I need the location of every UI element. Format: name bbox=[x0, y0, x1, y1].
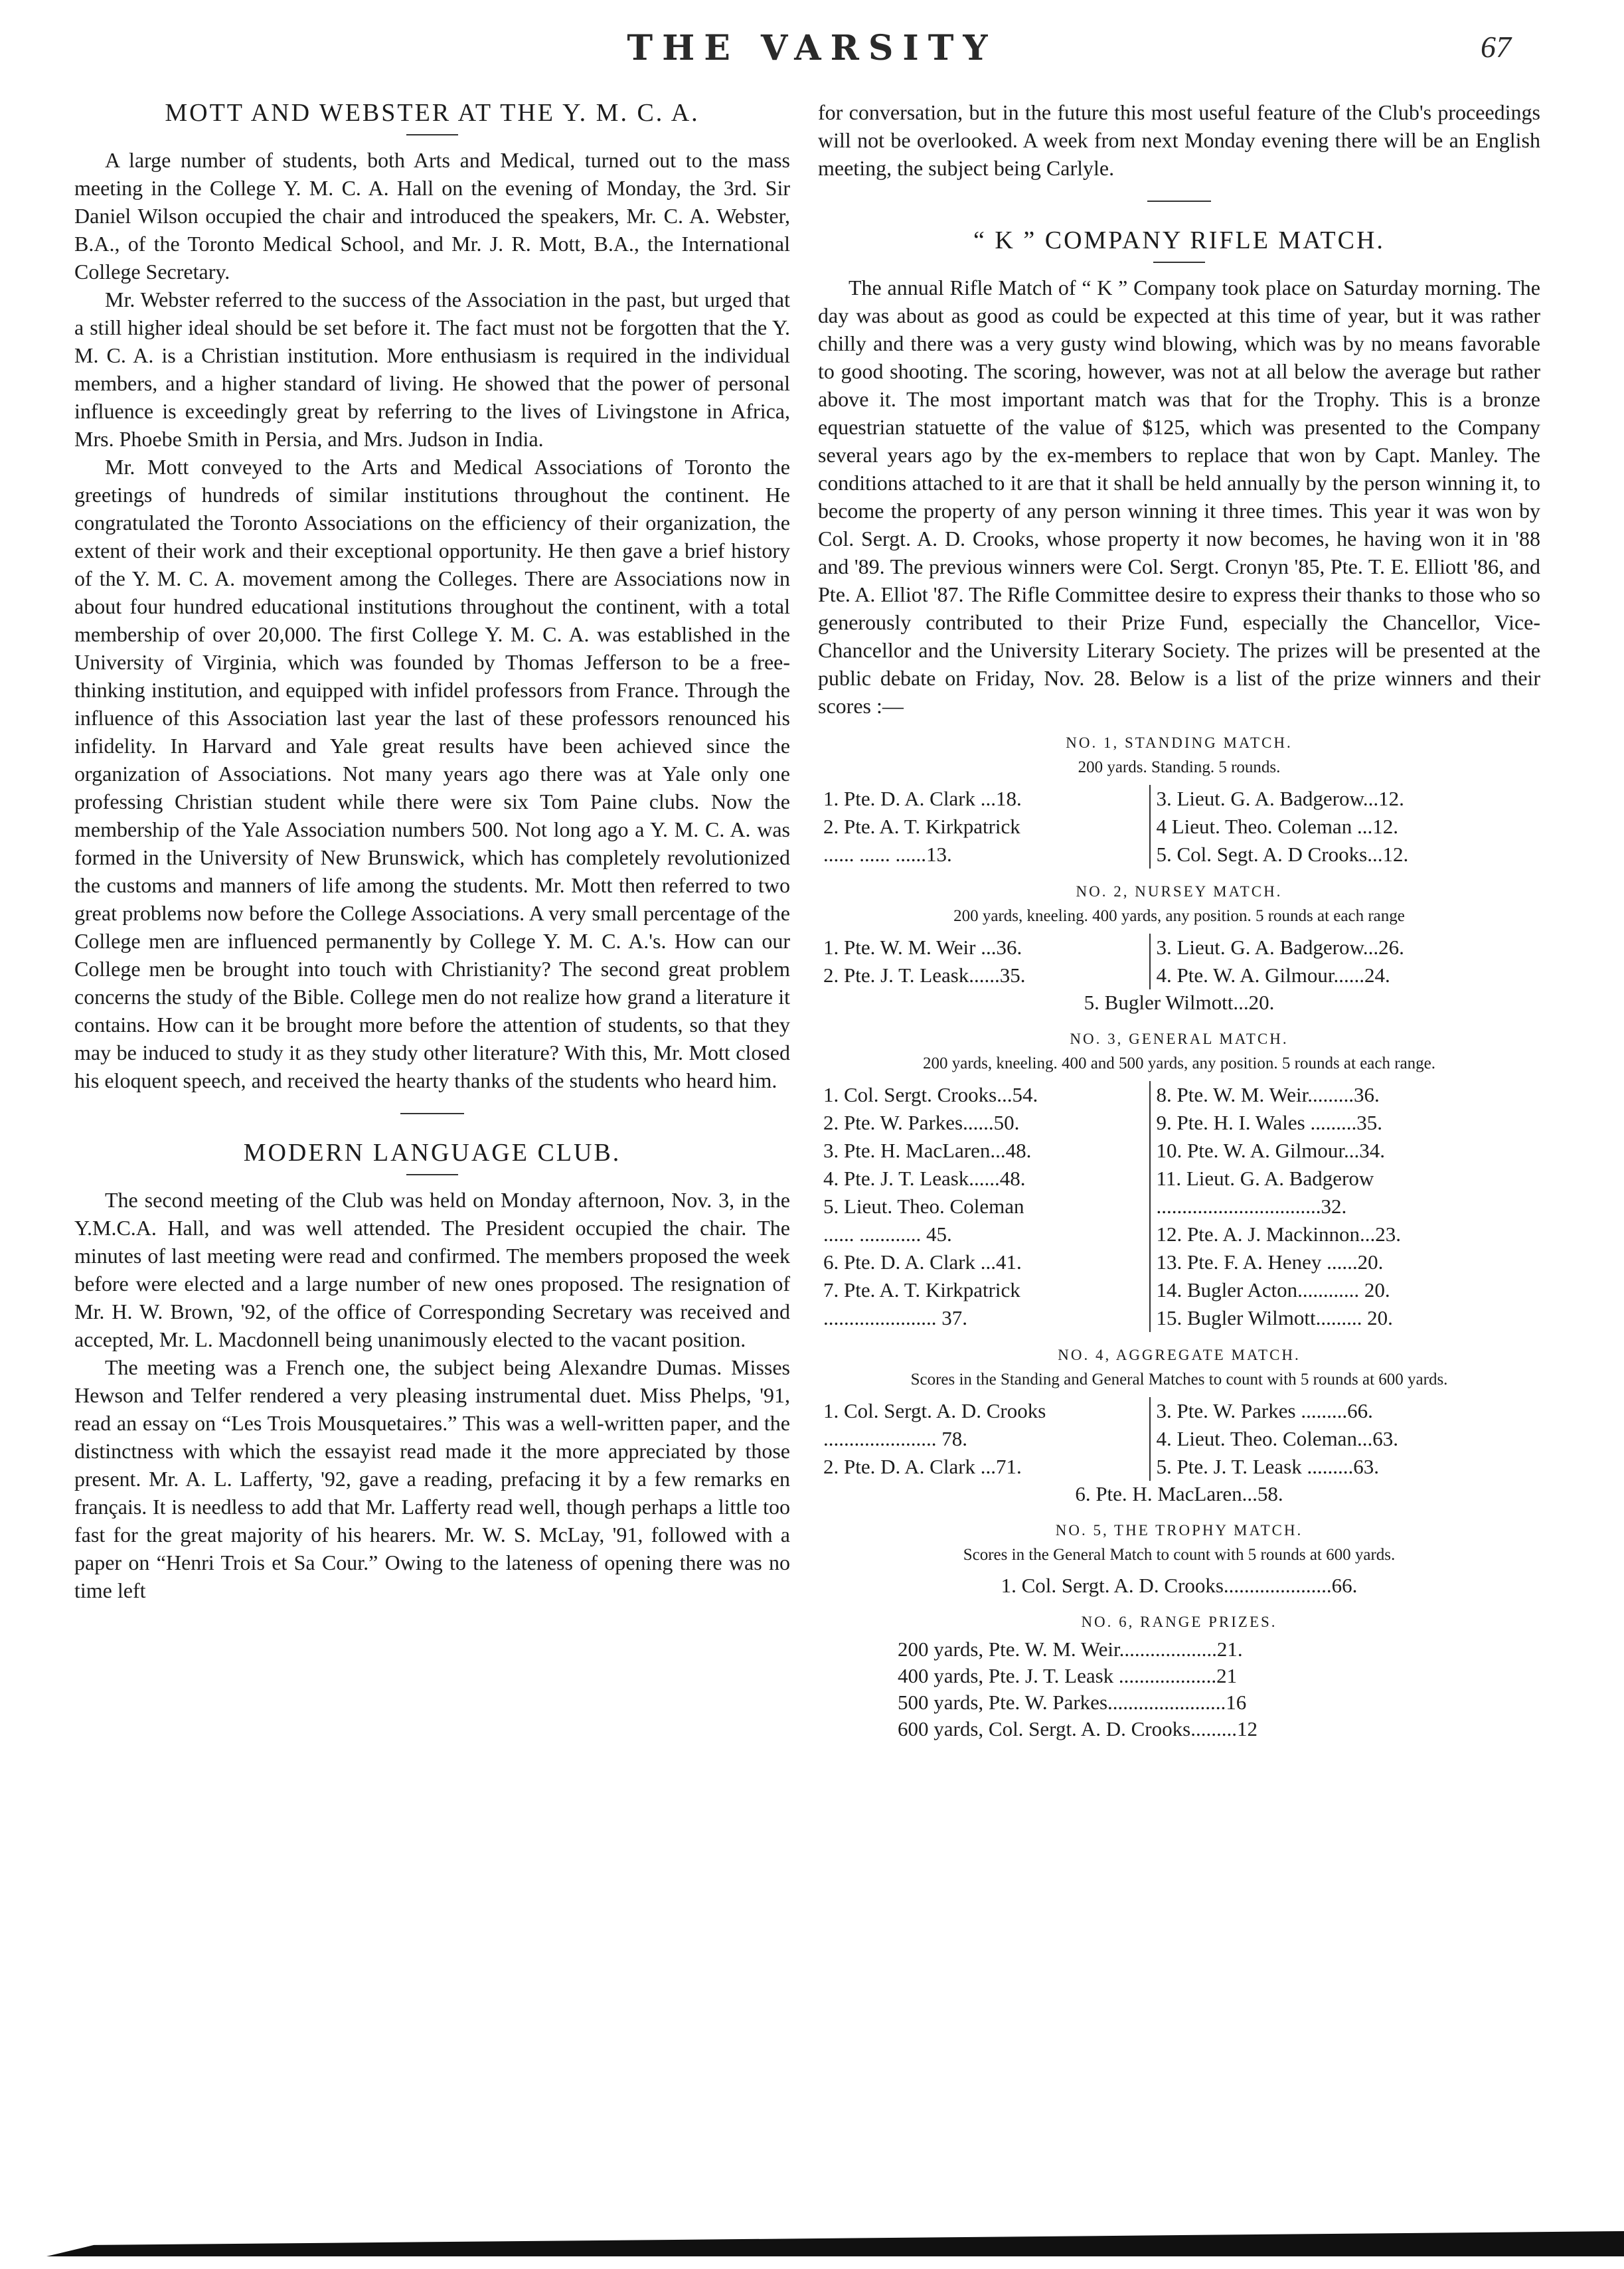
match-title: NO. 3, GENERAL MATCH. bbox=[1070, 1031, 1289, 1047]
score-cell: 9. Pte. H. I. Wales .........35. bbox=[1156, 1111, 1382, 1134]
score-cell: 8. Pte. W. M. Weir.........36. bbox=[1156, 1083, 1380, 1106]
score-cell: 5. Lieut. Theo. Coleman bbox=[818, 1193, 1150, 1220]
score-cell: 2. Pte. W. Parkes......50. bbox=[818, 1109, 1150, 1137]
score-cell: 1. Pte. D. A. Clark ...18. bbox=[818, 785, 1150, 813]
score-row bbox=[818, 1304, 1540, 1332]
score-row bbox=[818, 1193, 1540, 1220]
score-cell: 3. Pte. W. Parkes .........66. bbox=[1156, 1399, 1373, 1422]
score-table bbox=[818, 1397, 1540, 1481]
score-cell: 11. Lieut. G. A. Badgerow bbox=[1156, 1167, 1374, 1190]
score-cell: ...................... 37. bbox=[818, 1304, 1150, 1332]
score-cell: 2. Pte. D. A. Clark ...71. bbox=[818, 1453, 1150, 1481]
score-cell: ...................... 78. bbox=[818, 1425, 1150, 1453]
match-conditions: Scores in the General Match to count with 5 rounds at 600 yards. bbox=[963, 1546, 1396, 1564]
score-row bbox=[818, 934, 1540, 962]
match-conditions: 200 yards, kneeling. 400 yards, any position. 5 rounds at each range bbox=[953, 907, 1405, 925]
score-row bbox=[818, 813, 1540, 841]
score-cell: 6. Pte. D. A. Clark ...41. bbox=[818, 1248, 1150, 1276]
score-cell: 2. Pte. A. T. Kirkpatrick bbox=[818, 813, 1150, 841]
match-conditions: 200 yards. Standing. 5 rounds. bbox=[1078, 758, 1281, 776]
score-cell: ...... ...... ......13. bbox=[818, 841, 1150, 869]
score-row bbox=[818, 1081, 1540, 1109]
score-cell: 5. Pte. J. T. Leask .........63. bbox=[1156, 1455, 1379, 1478]
score-cell: 4. Lieut. Theo. Coleman...63. bbox=[1156, 1427, 1398, 1450]
article-paragraph: Mr. Webster referred to the success of the Association in the past, but urged that a still higher ideal should be set before it. The fact must not be forgotten that the Y. M. C. A. is a Christian institution. More enthusiasm is required in the individual members, and a higher standard of living. He showed that the power of personal influence is exceedingly great by referring to the lives of Livingstone in Africa, Mrs. Phoebe Smith in Persia, and Mrs. Judson in India. bbox=[74, 288, 790, 451]
article-title-modern-language-club: MODERN LANGUAGE CLUB. bbox=[243, 1139, 621, 1167]
score-table bbox=[818, 1081, 1540, 1332]
score-line: 1. Col. Sergt. A. D. Crooks.....................66. bbox=[1001, 1574, 1358, 1597]
section-divider bbox=[1147, 201, 1211, 202]
match-results bbox=[818, 734, 1540, 1742]
score-row bbox=[818, 785, 1540, 813]
masthead: THE VARSITY bbox=[627, 28, 997, 68]
score-row bbox=[818, 1248, 1540, 1276]
score-row bbox=[818, 1397, 1540, 1425]
article-paragraph: The meeting was a French one, the subject being Alexandre Dumas. Misses Hewson and Telfer rendered a very pleasing instrumental duet. Miss Phelps, '91, read an essay on “Les Trois Mousquetaires.” This was a well-written paper, and the distinctness with which the essayist read made it the more appreciated by those present. Mr. A. L. Lafferty, '92, gave a reading, prefacing it by a few remarks en français. It is needless to add that Mr. Lafferty read well, though perhaps a little too fast for the great majority of his hearers. Mr. W. S. McLay, '91, followed with a paper on “Henri Trois et Sa Cour.” Owing to the lateness of opening there was no time left bbox=[74, 1355, 790, 1602]
title-rule bbox=[406, 134, 458, 135]
match-title: NO. 6, RANGE PRIZES. bbox=[1081, 1614, 1277, 1630]
article-title-rifle-match: “ K ” COMPANY RIFLE MATCH. bbox=[973, 226, 1385, 254]
score-row bbox=[818, 1425, 1540, 1453]
match-title: NO. 5, THE TROPHY MATCH. bbox=[1055, 1522, 1303, 1539]
score-cell: 7. Pte. A. T. Kirkpatrick bbox=[818, 1276, 1150, 1304]
title-rule bbox=[1153, 262, 1205, 263]
right-column bbox=[818, 98, 1540, 1742]
match-title: NO. 2, NURSEY MATCH. bbox=[1076, 883, 1283, 900]
range-prizes-list bbox=[818, 1636, 1540, 1742]
title-rule bbox=[406, 1174, 458, 1175]
score-cell: 15. Bugler Wilmott......... 20. bbox=[1156, 1306, 1393, 1329]
article-paragraph-continued: for conversation, but in the future this most useful feature of the Club's proceedings will not be overlooked. A week from next Monday evening there will be an English meeting, the subject being Carlyle. bbox=[818, 100, 1540, 180]
score-row bbox=[818, 1165, 1540, 1193]
score-row bbox=[818, 1220, 1540, 1248]
page-number: 67 bbox=[1481, 30, 1511, 64]
score-line: 5. Bugler Wilmott...20. bbox=[1084, 991, 1275, 1014]
article-paragraph: Mr. Mott conveyed to the Arts and Medical Associations of Toronto the greetings of hundreds of similar institutions throughout the continent. He congratulated the Toronto Associations on the efficiency of their organization, the extent of their work and their exceptional opportunity. He then gave a brief history of the Y. M. C. A. movement among the Colleges. There are Associations now in about four hundred educational institutions throughout the continent, with a total membership of over 20,000. The first College Y. M. C. A. was established in the University of Virginia, which was founded by Thomas Jefferson to be a free-thinking institution, and equipped with infidel professors from France. Through the influence of this Association last year the last of these professors renounced his infidelity. In Harvard and Yale great results have been achieved since the organization of Associations. Not many years ago there was at Yale only one professing Christian student while there were six Tom Paine clubs. Now the membership of the Yale Association numbers 500. Not long ago a Y. M. C. A. was formed in the University of New Brunswick, which has completely revolutionized the customs and manners of life among the students. Mr. Mott then referred to two great problems now before the College Associations. A very small percentage of the College men are influenced permanently by College Y. M. C. A.'s. How can our College men be brought into touch with Christianity? The second great problem concerns the study of the Bible. College men do not realize how grand a literature it contains. How can it be brought more before the attention of students, so that they may be induced to study it as they study other literature? With this, Mr. Mott closed his eloquent speech, and received the hearty thanks of the students who heard him. bbox=[74, 455, 790, 1092]
score-line: 6. Pte. H. MacLaren...58. bbox=[1075, 1482, 1283, 1505]
score-row bbox=[818, 1137, 1540, 1165]
match-conditions: 200 yards, kneeling. 400 and 500 yards, any position. 5 rounds at each range. bbox=[922, 1054, 1436, 1072]
range-prize-line: 200 yards, Pte. W. M. Weir...................21. bbox=[898, 1638, 1243, 1661]
page-edge-shadow bbox=[46, 2231, 1624, 2256]
score-cell: 3. Lieut. G. A. Badgerow...12. bbox=[1156, 787, 1404, 810]
article-paragraph: A large number of students, both Arts and Medical, turned out to the mass meeting in the College Y. M. C. A. Hall on the evening of Monday, the 3rd. Sir Daniel Wilson occupied the chair and introduced the speakers, Mr. C. A. Webster, B.A., of the Toronto Medical School, and Mr. J. R. Mott, B.A., the International College Secretary. bbox=[74, 148, 790, 284]
score-cell: 1. Col. Sergt. Crooks...54. bbox=[818, 1081, 1150, 1109]
score-cell: 12. Pte. A. J. Mackinnon...23. bbox=[1156, 1222, 1402, 1246]
score-row bbox=[818, 1453, 1540, 1481]
score-cell: ................................32. bbox=[1156, 1195, 1347, 1218]
score-cell: 14. Bugler Acton............ 20. bbox=[1156, 1278, 1390, 1302]
match-title: NO. 1, STANDING MATCH. bbox=[1066, 734, 1293, 751]
score-cell: 4. Pte. W. A. Gilmour......24. bbox=[1156, 964, 1390, 987]
score-row bbox=[818, 1276, 1540, 1304]
score-cell: 10. Pte. W. A. Gilmour...34. bbox=[1156, 1139, 1385, 1162]
range-prize-line: 600 yards, Col. Sergt. A. D. Crooks.........12 bbox=[898, 1717, 1258, 1740]
range-prize-line: 500 yards, Pte. W. Parkes.......................16 bbox=[898, 1691, 1247, 1714]
score-cell: 2. Pte. J. T. Leask......35. bbox=[818, 962, 1150, 989]
score-cell: 3. Pte. H. MacLaren...48. bbox=[818, 1137, 1150, 1165]
score-cell: 5. Col. Segt. A. D Crooks...12. bbox=[1156, 843, 1409, 866]
article-paragraph: The second meeting of the Club was held on Monday afternoon, Nov. 3, in the Y.M.C.A. Hall, and was well attended. The President occupied the chair. The minutes of last meeting were read and confirmed. The members proposed the week before were elected and a large number of new ones proposed. The resignation of Mr. H. W. Brown, '92, of the office of Corresponding Secretary was received and accepted, Mr. L. Macdonnell being unanimously elected to the vacant position. bbox=[74, 1188, 790, 1351]
range-prize-line: 400 yards, Pte. J. T. Leask ...................21 bbox=[898, 1664, 1238, 1687]
score-table bbox=[818, 785, 1540, 869]
article-paragraph: The annual Rifle Match of “ K ” Company took place on Saturday morning. The day was about as good as could be expected at this time of year, but it was rather chilly and there was a very gusty wind blowing, which was by no means favorable to good shooting. The scoring, however, was not at all below the average but rather above it. The most important match was that for the Trophy. This is a bronze equestrian statuette of the value of $125, which was presented to the Company several years ago by the ex-members to replace that won by Capt. Manley. The conditions attached to it are that it shall be held annually by the person winning it, to become the property of any person winning it three times. This year it was won by Col. Sergt. A. D. Crooks, whose property it now becomes, he having won it in '88 and '89. The previous winners were Col. Sergt. Cronyn '85, Pte. T. E. Elliott '86, and Pte. A. Elliot '87. The Rifle Committee desire to express their thanks to those who so generously contributed to their Prize Fund, especially the Chancellor, Vice-Chancellor and the University Literary Society. The prizes will be presented at the public debate on Friday, Nov. 28. Below is a list of the prize winners and their scores :— bbox=[818, 276, 1540, 718]
score-cell: 1. Pte. W. M. Weir ...36. bbox=[818, 934, 1150, 962]
score-cell: ...... ............ 45. bbox=[818, 1220, 1150, 1248]
left-column bbox=[74, 98, 790, 1604]
match-title: NO. 4, AGGREGATE MATCH. bbox=[1058, 1347, 1301, 1363]
score-cell: 4 Lieut. Theo. Coleman ...12. bbox=[1156, 815, 1398, 838]
article-title-mott-webster: MOTT AND WEBSTER AT THE Y. M. C. A. bbox=[165, 99, 700, 127]
score-row bbox=[818, 1109, 1540, 1137]
score-cell: 4. Pte. J. T. Leask......48. bbox=[818, 1165, 1150, 1193]
section-divider bbox=[400, 1113, 464, 1114]
match-conditions: Scores in the Standing and General Matches to count with 5 rounds at 600 yards. bbox=[910, 1371, 1448, 1388]
score-cell: 3. Lieut. G. A. Badgerow...26. bbox=[1156, 936, 1404, 959]
score-cell: 1. Col. Sergt. A. D. Crooks bbox=[818, 1397, 1150, 1425]
score-table bbox=[818, 934, 1540, 989]
score-row bbox=[818, 962, 1540, 989]
score-cell: 13. Pte. F. A. Heney ......20. bbox=[1156, 1250, 1384, 1274]
score-row bbox=[818, 841, 1540, 869]
